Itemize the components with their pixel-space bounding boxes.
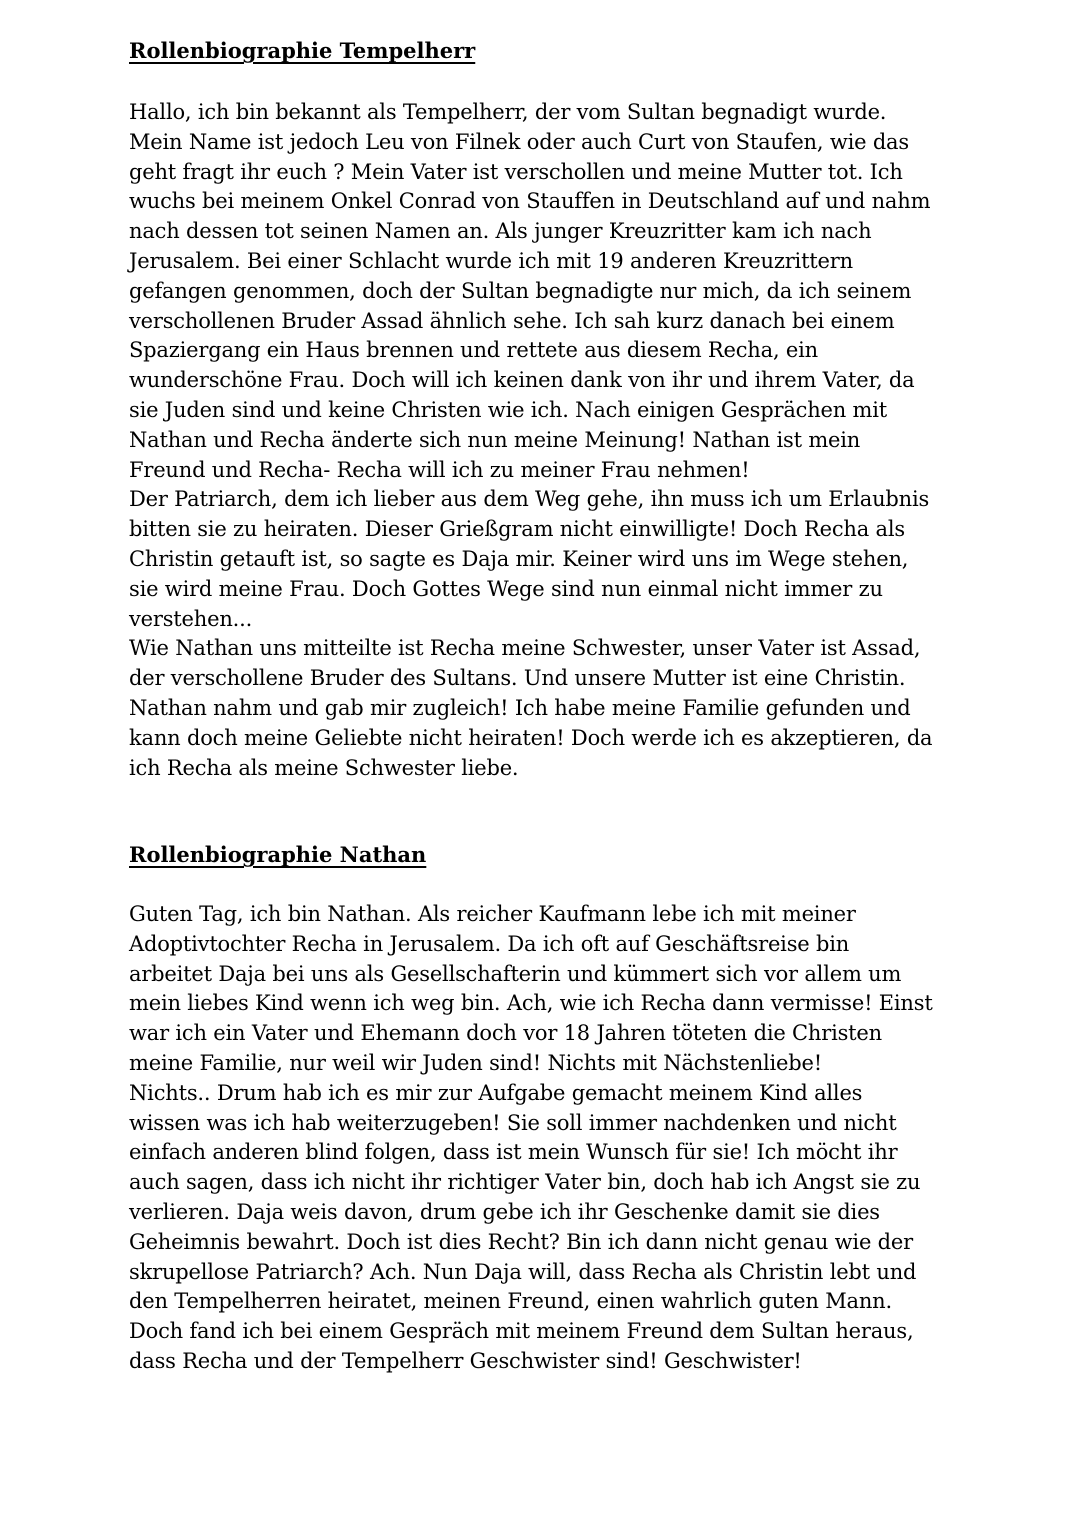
text-line: verlieren. Daja weis davon, drum gebe ich ihr Geschenke damit sie dies [129,1199,880,1224]
text-line: Guten Tag, ich bin Nathan. Als reicher Kaufmann lebe ich mit meiner [129,902,856,926]
text-line: wunderschöne Frau. Doch will ich keinen dank von ihr und ihrem Vater, da [129,368,915,393]
text-line: Freund und Recha- Recha will ich zu meiner Frau nehmen! [129,457,750,482]
text-line: Nichts.. Drum hab ich es mir zur Aufgabe gemacht meinem Kind alles [129,1080,863,1105]
text-line: verschollenen Bruder Assad ähnlich sehe. Ich sah kurz danach bei einem [129,308,895,333]
text-line: verstehen... [129,606,253,631]
text-line: sie Juden sind und keine Christen wie ich. Nach einigen Gesprächen mit [129,397,888,422]
text-line: meine Familie, nur weil wir Juden sind! Nichts mit Nächstenliebe! [129,1050,822,1075]
section-body [129,900,969,1377]
section-body [129,98,969,783]
text-line: Mein Name ist jedoch Leu von Filnek oder auch Curt von Staufen, wie das [129,129,909,154]
text-line: gefangen genommen, doch der Sultan begnadigte nur mich, da ich seinem [129,278,912,303]
text-line: ich Recha als meine Schwester liebe. [129,755,519,780]
text-line: den Tempelherren heiratet, meinen Freund, einen wahrlich guten Mann. [129,1289,892,1314]
text-line: Spaziergang ein Haus brennen und rettete aus diesem Recha, ein [129,338,818,363]
section-heading: Rollenbiographie Nathan [129,842,427,867]
text-line: wissen was ich hab weiterzugeben! Sie soll immer nachdenken und nicht [129,1110,897,1135]
text-line: war ich ein Vater und Ehemann doch vor 18 Jahren töteten die Christen [129,1021,882,1046]
text-line: auch sagen, dass ich nicht ihr richtiger Vater bin, doch hab ich Angst sie zu [129,1170,921,1195]
text-line: Geheimnis bewahrt. Doch ist dies Recht? Bin ich dann nicht genau wie der [129,1229,913,1254]
text-line: Adoptivtochter Recha in Jerusalem. Da ich oft auf Geschäftsreise bin [129,931,850,956]
section-heading: Rollenbiographie Tempelherr [129,38,476,63]
text-line: Nathan nahm und gab mir zugleich! Ich habe meine Familie gefunden und [129,695,911,720]
text-line: skrupellose Patriarch? Ach. Nun Daja will, dass Recha als Christin lebt und [129,1259,917,1284]
text-line: geht fragt ihr euch ? Mein Vater ist verschollen und meine Mutter tot. Ich [129,159,903,184]
text-line: Christin getauft ist, so sagte es Daja mir. Keiner wird uns im Wege stehen, [129,546,909,571]
text-line: wuchs bei meinem Onkel Conrad von Stauffen in Deutschland auf und nahm [129,189,931,214]
text-line: Doch fand ich bei einem Gespräch mit meinem Freund dem Sultan heraus, [129,1319,914,1344]
text-line: nach dessen tot seinen Namen an. Als junger Kreuzritter kam ich nach [129,219,872,244]
text-line: sie wird meine Frau. Doch Gottes Wege sind nun einmal nicht immer zu [129,576,883,601]
text-line: Nathan und Recha änderte sich nun meine Meinung! Nathan ist mein [129,427,861,452]
section-tempelherr [129,36,969,783]
text-line: kann doch meine Geliebte nicht heiraten! Doch werde ich es akzeptieren, da [129,725,933,750]
text-line: Jerusalem. Bei einer Schlacht wurde ich mit 19 anderen Kreuzrittern [129,248,853,273]
text-line: Wie Nathan uns mitteilte ist Recha meine Schwester, unser Vater ist Assad, [129,636,921,661]
text-line: Der Patriarch, dem ich lieber aus dem Weg gehe, ihn muss ich um Erlaubnis [129,487,930,512]
text-line: der verschollene Bruder des Sultans. Und unsere Mutter ist eine Christin. [129,666,906,691]
section-nathan [129,840,969,1377]
text-line: bitten sie zu heiraten. Dieser Grießgram nicht einwilligte! Doch Recha als [129,517,905,542]
text-line: dass Recha und der Tempelherr Geschwister sind! Geschwister! [129,1348,802,1373]
text-line: arbeitet Daja bei uns als Gesellschafterin und kümmert sich vor allem um [129,961,902,986]
text-line: Hallo, ich bin bekannt als Tempelherr, der vom Sultan begnadigt wurde. [129,100,887,124]
text-line: mein liebes Kind wenn ich weg bin. Ach, wie ich Recha dann vermisse! Einst [129,991,933,1016]
text-line: einfach anderen blind folgen, dass ist mein Wunsch für sie! Ich möcht ihr [129,1140,898,1165]
